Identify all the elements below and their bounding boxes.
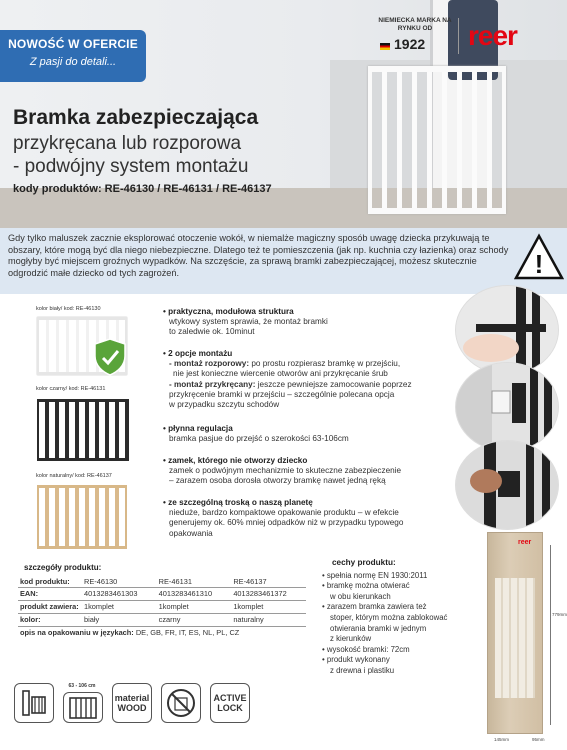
feature-bold: - montaż rozporowy: xyxy=(169,359,250,369)
table-row xyxy=(18,576,306,587)
feature-text: to zaledwie ok. 10minut xyxy=(169,327,255,337)
list-item: • spełnia normę EN 1930:2011 xyxy=(322,571,472,582)
table-row xyxy=(18,626,306,639)
package-logo: reer xyxy=(518,539,532,546)
feature-heading: • praktyczna, modułowa struktura xyxy=(163,307,294,316)
spec-value: naturalny xyxy=(231,613,306,626)
feature-heading: • 2 opcje montażu xyxy=(163,349,233,358)
list-item: z drewna i plastiku xyxy=(330,665,395,675)
package-window xyxy=(495,578,535,698)
spec-key: kolor: xyxy=(18,613,82,626)
detail-photo-lock xyxy=(455,440,559,530)
feature-text: po prostu rozpierasz bramkę w przejściu, xyxy=(249,359,401,369)
brand-block xyxy=(374,14,564,58)
spec-value: RE-46131 xyxy=(157,576,232,587)
active-lock-label: ACTIVE xyxy=(213,693,247,703)
feature-text: jeszcze pewniejsze zamocowanie poprzez xyxy=(255,379,412,389)
spec-value: 4013283461372 xyxy=(231,587,306,600)
feature-text: nie jest konieczne wiercenie otworów ani przykręcanie śrub xyxy=(173,369,388,379)
active-lock-icon xyxy=(210,683,250,723)
width-range-label: 63 - 106 cm xyxy=(68,683,96,689)
reer-logo: reer xyxy=(468,20,517,51)
brand-year: 1922 xyxy=(394,36,426,52)
spec-key: produkt zawiera: xyxy=(18,600,82,613)
brand-divider xyxy=(458,18,459,54)
feature-heading: • ze szczególną troską o naszą planetę xyxy=(163,498,313,507)
spec-value: 1komplet xyxy=(82,600,157,613)
variant-label-black: kolor czarny/ kod: RE-46131 xyxy=(36,386,106,392)
feature-eco xyxy=(163,498,451,539)
page-title: Bramka zabezpieczająca xyxy=(13,106,259,129)
list-item: stoper, którym można zablokować xyxy=(330,612,448,622)
feature-text: – zarazem osoba dorosła otworzy bramkę nawet jedną ręką xyxy=(169,476,386,486)
gate-black-image xyxy=(37,399,129,461)
approved-safety-shield-icon xyxy=(93,338,127,376)
spec-value: RE-46137 xyxy=(231,576,306,587)
languages-value: DE, GB, FR, IT, ES, NL, PL, CZ xyxy=(133,628,240,638)
table-row xyxy=(18,613,306,626)
spec-value: 4013283461303 xyxy=(82,587,157,600)
list-item: • produkt wykonany xyxy=(322,655,472,666)
languages-label: opis na opakowaniu w językach: xyxy=(20,628,134,638)
feature-text: przykręcenie bramki w przejściu – szczególnie polecana opcja xyxy=(169,389,395,399)
variant-label-natural: kolor naturalny/ kod: RE-46137 xyxy=(36,473,112,479)
feature-text: bramka pasjue do przejść o szerokości 63-106cm xyxy=(169,434,349,444)
warning-icon xyxy=(514,233,564,281)
list-item: z kierunków xyxy=(330,634,372,644)
list-item: w obu kierunkach xyxy=(330,591,391,601)
spec-key: EAN: xyxy=(18,587,82,600)
list-item: otwierania bramki w jednym xyxy=(330,623,427,633)
feature-text: generujemy ok. 60% mniej odpadków niż w przypadku typowego xyxy=(169,518,404,528)
intro-band xyxy=(0,228,567,294)
warning-symbol: ! xyxy=(534,249,544,279)
width-range-icon xyxy=(63,692,103,723)
hero-gate-photo xyxy=(368,66,506,214)
subtitle-line-2: - podwójny system montażu xyxy=(13,156,249,177)
feature-modular xyxy=(163,307,451,338)
package-depth: 95mm xyxy=(532,737,545,742)
feature-text: nieduże, bardzo kompaktowe opakowanie produktu – w efekcie xyxy=(169,508,399,518)
feature-adjustment xyxy=(163,424,451,444)
no-climbing-icon xyxy=(161,683,201,723)
product-features-list xyxy=(322,558,472,677)
active-lock-value: LOCK xyxy=(217,703,243,713)
package-height: 779mm xyxy=(552,612,567,617)
promo-tagline: Z pasji do detali... xyxy=(29,56,117,68)
german-flag-icon xyxy=(380,43,390,50)
package-height-line xyxy=(550,545,551,725)
package-box-image xyxy=(487,532,543,734)
feature-text: wtykowy system sprawia, że montaż bramki xyxy=(169,317,328,327)
spec-value: RE-46130 xyxy=(82,576,157,587)
feature-mounting xyxy=(163,349,451,410)
promo-badge xyxy=(0,30,146,82)
feature-lock xyxy=(163,456,451,487)
package-width: 145mm xyxy=(494,737,510,742)
spec-value: 1komplet xyxy=(231,600,306,613)
spec-title: szczegóły produktu: xyxy=(24,563,102,572)
feature-text: zamek o podwójnym mechanizmie to skuteczne zabezpieczenie xyxy=(169,466,402,476)
list-item: • zarazem bramka zawiera też xyxy=(322,602,472,613)
feature-heading: • płynna regulacja xyxy=(163,424,233,433)
subtitle-line-1: przykręcana lub rozporowa xyxy=(13,133,242,154)
spec-value: biały xyxy=(82,613,157,626)
spec-value: czarny xyxy=(157,613,232,626)
list-item: • wysokość bramki: 72cm xyxy=(322,645,472,656)
material-wood-icon xyxy=(112,683,152,723)
brand-since: NIEMIECKA MARKA NA RYNKU OD xyxy=(378,17,452,32)
intro-text: Gdy tylko maluszek zacznie eksplorować otoczenie wokół, w niemalże magiczny sposób uwagę dziecka przykuwają te obszary, które mogą być dla niego niebezpieczne. Dlatego też te pomieszczenia (jak np. kuchnia czy łazienka) oraz schody mogłyby być miejscem groźnych wypadków. Na szczęście, za sprawą bramki zabezpieczającej, możesz skutecznie odgrodzić małe dziecko od tych zagrożeń. xyxy=(8,233,509,278)
feature-heading: • zamek, którego nie otworzy dziecko xyxy=(163,456,308,465)
table-row xyxy=(18,600,306,613)
material-value: WOOD xyxy=(117,703,147,713)
gate-natural-image xyxy=(37,485,127,549)
feature-text: w przypadku szczytu schodów xyxy=(169,400,280,410)
promo-title: NOWOŚĆ W OFERCIE xyxy=(8,37,138,51)
product-codes: kody produktów: RE-46130 / RE-46131 / RE-46137 xyxy=(13,183,272,195)
spec-value: 4013283461310 xyxy=(157,587,232,600)
spec-key: kod produktu: xyxy=(18,576,82,587)
material-label: material xyxy=(114,693,150,703)
detail-photo-mounting xyxy=(455,362,559,452)
list-item: • bramkę można otwierać xyxy=(322,581,472,592)
door-mount-icon xyxy=(14,683,54,723)
features-heading: cechy produktu: xyxy=(332,558,396,567)
variant-label-white: kolor biały/ kod: RE-46130 xyxy=(36,306,101,312)
table-row xyxy=(18,587,306,600)
spec-value: 1komplet xyxy=(157,600,232,613)
feature-text: opakowania xyxy=(169,528,213,538)
spec-table xyxy=(18,576,306,639)
feature-bold: - montaż przykręcany: xyxy=(169,379,256,389)
